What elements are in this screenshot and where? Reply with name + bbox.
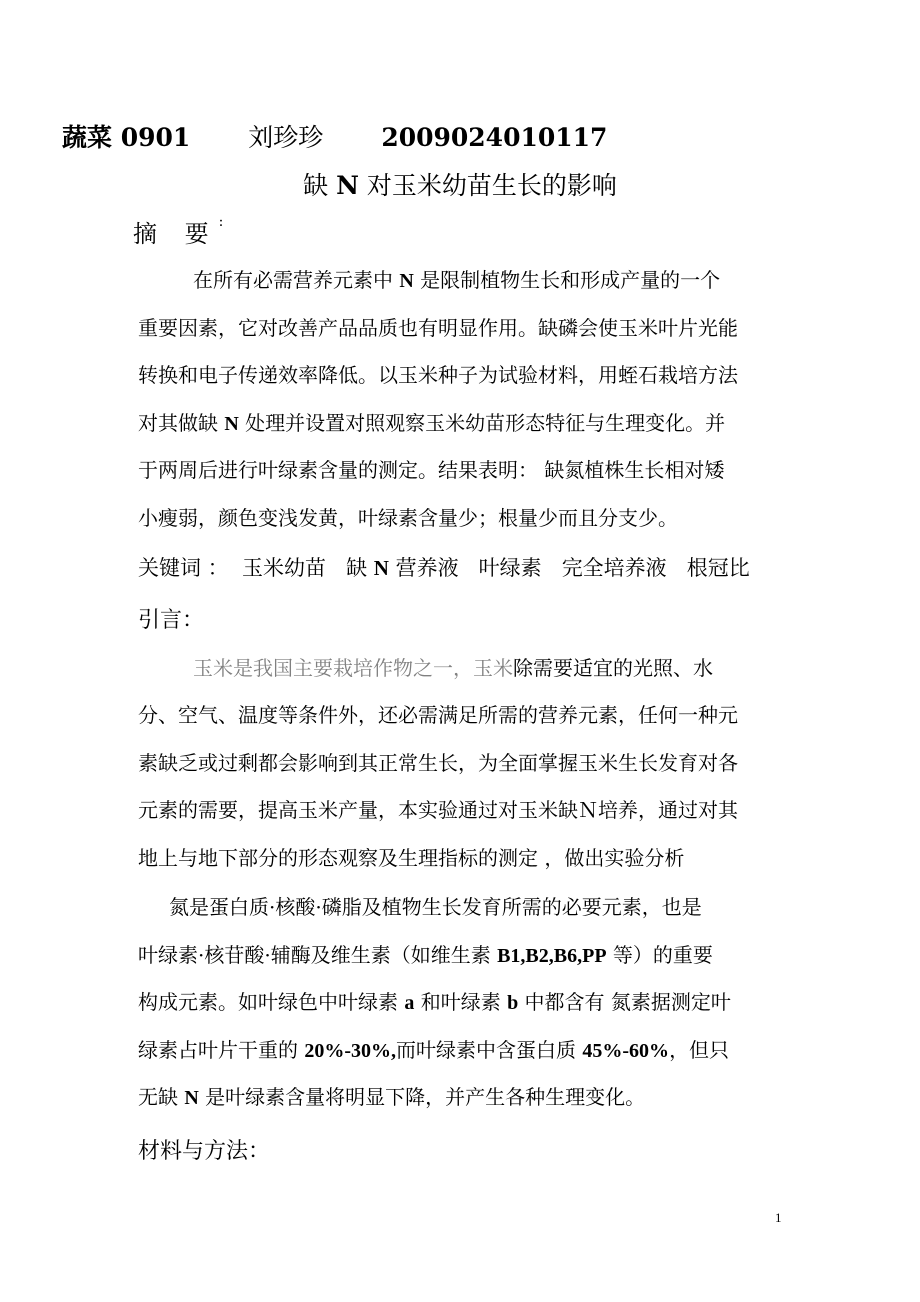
keyword-item: 完全培养液 [561,556,667,580]
abstract-heading-text: 摘 要 [133,220,219,248]
course-code: 蔬菜 0901 [62,123,191,152]
title-bold: N [336,171,359,200]
nitrogen-line: 构成元素。如叶绿色中叶绿素 a 和叶绿素 b 中都含有 氮素据测定叶 [138,990,731,1014]
keyword-item: 叶绿素 [478,556,542,580]
intro-first-line-rest: 除需要适宜的光照、水 [513,656,713,680]
keyword-item: 玉米幼苗 [242,556,327,580]
nitrogen-line: 绿素占叶片干重的 20%-30%,而叶绿素中含蛋白质 45%-60%，但只 [138,1037,730,1062]
page-number: 1 [775,1210,782,1225]
intro-heading: 引言： [138,608,205,633]
nitrogen-line: 氮是蛋白质·核酸·磷脂及植物生长发育所需的必要元素，也是 [169,895,702,919]
student-id: 2009024010117 [381,123,608,152]
author-header [62,118,607,154]
abstract-heading [133,214,223,249]
intro-line: 分、空气、温度等条件外，还必需满足所需的营养元素，任何一种元 [138,703,738,727]
abstract-line: 转换和电子传递效率降低。以玉米种子为试验材料，用蛭石栽培方法 [138,363,738,387]
title-suffix: 对玉米幼苗生长的影响 [358,171,617,200]
keywords-line [138,552,750,582]
abstract-line: 小瘦弱，颜色变浅发黄，叶绿素含量少；根量少而且分支少。 [138,505,678,530]
paper-title [0,166,920,202]
abstract-line: 对其做缺 N 处理并设置对照观察玉米幼苗形态特征与生理变化。并 [138,410,726,435]
abstract-line: 重要因素，它对改善产品品质也有明显作用。缺磷会使玉米叶片光能 [138,315,738,340]
intro-first-line [193,654,713,682]
abstract-line: 在所有必需营养元素中 N 是限制植物生长和形成产量的一个 [193,268,721,292]
keywords-label: 关键词 ： [138,556,229,580]
keyword-item: 根冠比 [686,556,750,580]
materials-heading: 材料与方法： [138,1139,271,1164]
title-prefix: 缺 [303,171,337,200]
intro-line: 元素的需要，提高玉米产量，本实验通过对玉米缺Ｎ培养，通过对其 [138,798,738,822]
keyword-item: 缺 N 营养液 [346,556,459,580]
author-name: 刘珍珍 [248,123,324,152]
abstract-heading-colon: : [218,214,224,230]
intro-line: 素缺乏或过剩都会影响到其正常生长，为全面掌握玉米生长发育对各 [138,750,738,775]
nitrogen-line: 无缺 N 是叶绿素含量将明显下降，并产生各种生理变化。 [138,1085,646,1109]
intro-line: 地上与地下部分的形态观察及生理指标的测定 ，做出实验分析 [138,845,685,870]
abstract-line: 于两周后进行叶绿素含量的测定。结果表明： 缺氮植株生长相对矮 [138,458,725,482]
nitrogen-line: 叶绿素·核苷酸·辅酶及维生素（如维生素 B1,B2,B6,PP 等）的重要 [138,942,713,967]
intro-gray-text: 玉米是我国主要栽培作物之一，玉米 [193,656,513,680]
